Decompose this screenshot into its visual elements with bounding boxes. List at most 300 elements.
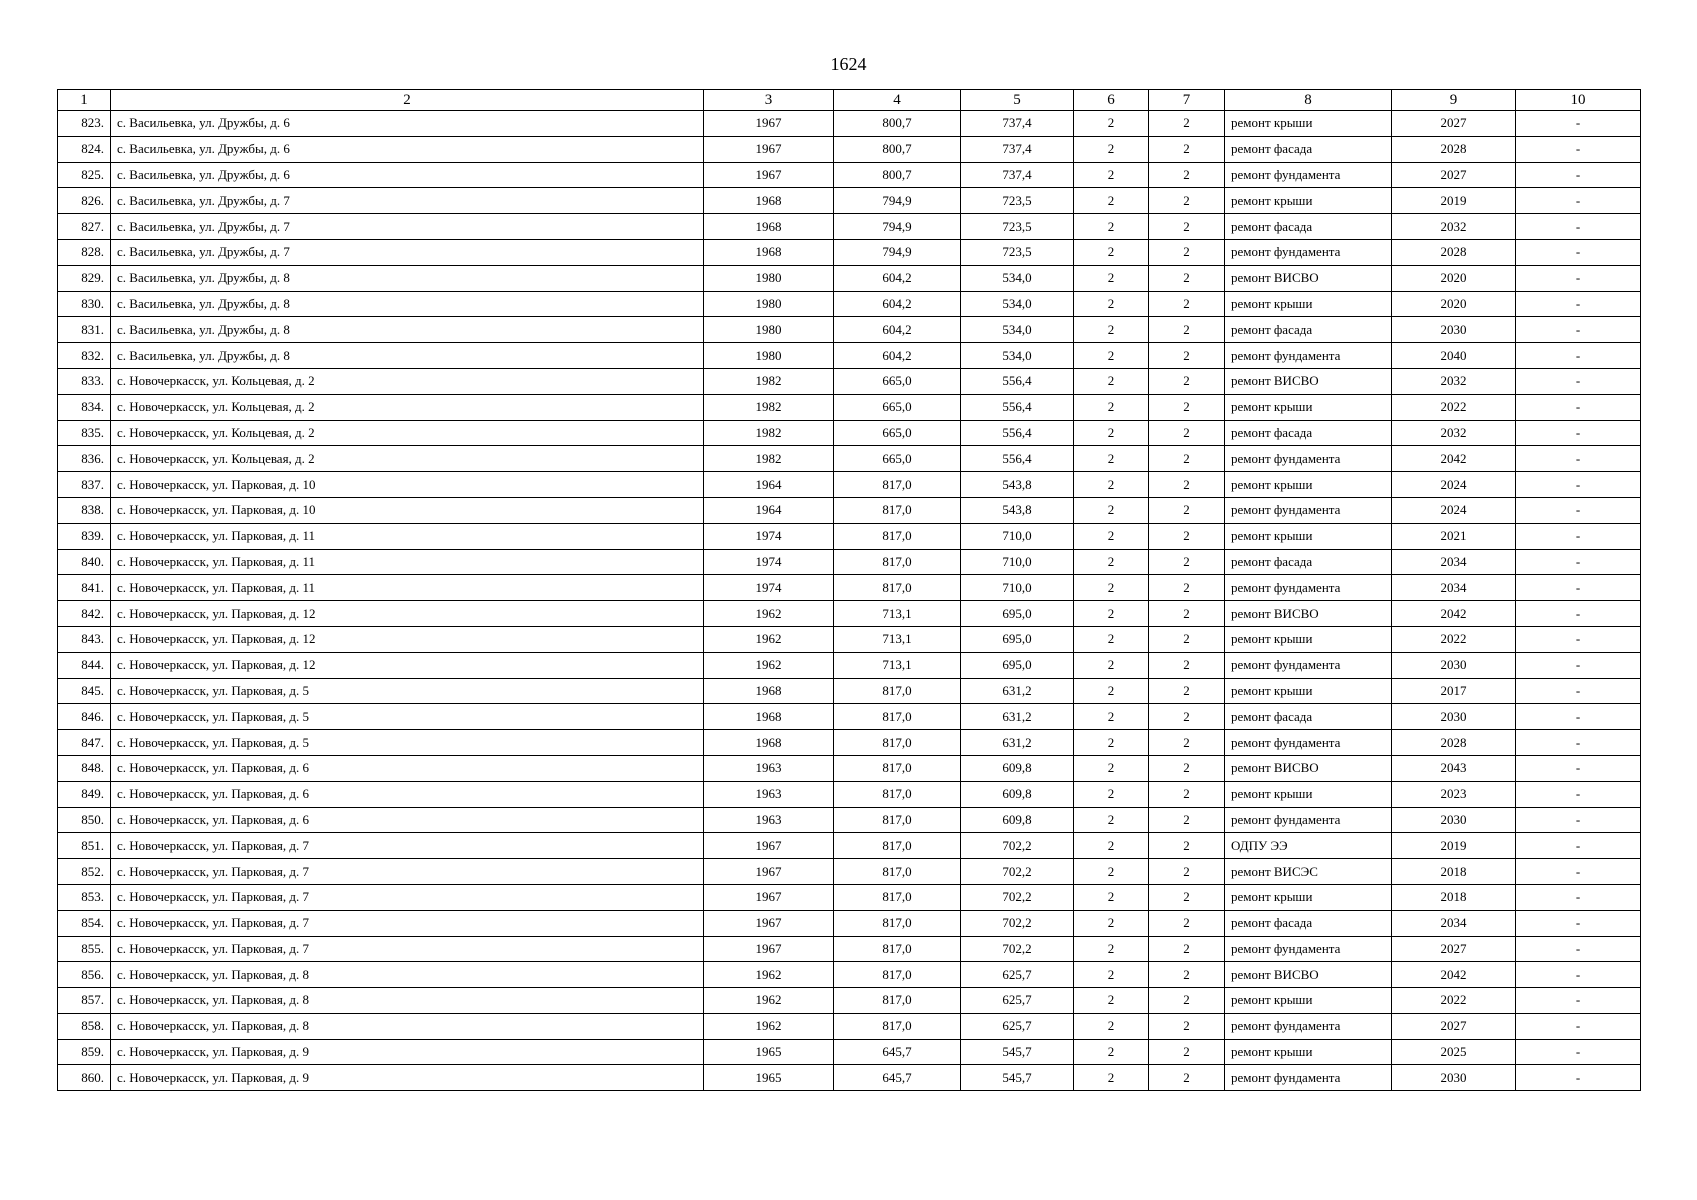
column-5-cell: 556,4 <box>961 394 1074 420</box>
year-cell: 1965 <box>704 1065 834 1091</box>
address-cell: с. Васильевка, ул. Дружбы, д. 8 <box>111 317 704 343</box>
column-4-cell: 800,7 <box>834 111 961 137</box>
column-10-cell: - <box>1516 111 1641 137</box>
row-number-cell: 851. <box>58 833 111 859</box>
column-10-cell: - <box>1516 265 1641 291</box>
column-10-cell: - <box>1516 652 1641 678</box>
column-6-cell: 2 <box>1074 626 1149 652</box>
column-5-cell: 625,7 <box>961 962 1074 988</box>
year-cell: 1982 <box>704 368 834 394</box>
column-7-cell: 2 <box>1149 807 1225 833</box>
work-type-cell: ремонт фундамента <box>1225 162 1392 188</box>
column-6-cell: 2 <box>1074 1013 1149 1039</box>
column-5-cell: 710,0 <box>961 549 1074 575</box>
year-cell: 1980 <box>704 343 834 369</box>
planned-year-cell: 2025 <box>1392 1039 1516 1065</box>
column-7-cell: 2 <box>1149 730 1225 756</box>
planned-year-cell: 2018 <box>1392 859 1516 885</box>
year-cell: 1967 <box>704 833 834 859</box>
column-7-cell: 2 <box>1149 239 1225 265</box>
column-6-cell: 2 <box>1074 420 1149 446</box>
work-type-cell: ремонт фасада <box>1225 910 1392 936</box>
column-4-cell: 817,0 <box>834 678 961 704</box>
address-cell: с. Новочеркасск, ул. Парковая, д. 11 <box>111 523 704 549</box>
work-type-cell: ремонт крыши <box>1225 781 1392 807</box>
column-6-cell: 2 <box>1074 936 1149 962</box>
column-4-cell: 817,0 <box>834 936 961 962</box>
table-row <box>58 472 1641 498</box>
planned-year-cell: 2028 <box>1392 136 1516 162</box>
address-cell: с. Новочеркасск, ул. Парковая, д. 7 <box>111 936 704 962</box>
column-4-cell: 665,0 <box>834 420 961 446</box>
column-5-cell: 710,0 <box>961 523 1074 549</box>
row-number-cell: 837. <box>58 472 111 498</box>
year-cell: 1980 <box>704 317 834 343</box>
table-row <box>58 730 1641 756</box>
column-6-cell: 2 <box>1074 601 1149 627</box>
address-cell: с. Васильевка, ул. Дружбы, д. 8 <box>111 343 704 369</box>
table-row <box>58 1039 1641 1065</box>
work-type-cell: ремонт крыши <box>1225 988 1392 1014</box>
row-number-cell: 832. <box>58 343 111 369</box>
work-type-cell: ремонт фундамента <box>1225 343 1392 369</box>
column-7-cell: 2 <box>1149 111 1225 137</box>
column-6-cell: 2 <box>1074 497 1149 523</box>
column-4-cell: 604,2 <box>834 291 961 317</box>
column-6-cell: 2 <box>1074 988 1149 1014</box>
work-type-cell: ремонт фундамента <box>1225 446 1392 472</box>
column-10-cell: - <box>1516 188 1641 214</box>
planned-year-cell: 2030 <box>1392 1065 1516 1091</box>
page-number: 1624 <box>830 54 867 74</box>
column-10-cell: - <box>1516 781 1641 807</box>
table-row <box>58 936 1641 962</box>
planned-year-cell: 2030 <box>1392 652 1516 678</box>
column-6-cell: 2 <box>1074 859 1149 885</box>
column-4-cell: 800,7 <box>834 136 961 162</box>
column-5-cell: 534,0 <box>961 317 1074 343</box>
row-number-cell: 841. <box>58 575 111 601</box>
year-cell: 1962 <box>704 601 834 627</box>
planned-year-cell: 2020 <box>1392 291 1516 317</box>
address-cell: с. Васильевка, ул. Дружбы, д. 7 <box>111 188 704 214</box>
column-10-cell: - <box>1516 136 1641 162</box>
planned-year-cell: 2040 <box>1392 343 1516 369</box>
row-number-cell: 830. <box>58 291 111 317</box>
work-type-cell: ремонт фасада <box>1225 549 1392 575</box>
table-row <box>58 343 1641 369</box>
address-cell: с. Новочеркасск, ул. Кольцевая, д. 2 <box>111 368 704 394</box>
column-7-cell: 2 <box>1149 343 1225 369</box>
work-type-cell: ремонт фасада <box>1225 136 1392 162</box>
column-4-cell: 604,2 <box>834 265 961 291</box>
row-number-cell: 842. <box>58 601 111 627</box>
column-4-cell: 817,0 <box>834 988 961 1014</box>
column-10-cell: - <box>1516 1039 1641 1065</box>
table-row <box>58 523 1641 549</box>
work-type-cell: ремонт фундамента <box>1225 652 1392 678</box>
column-header: 3 <box>704 90 834 111</box>
column-10-cell: - <box>1516 549 1641 575</box>
address-cell: с. Новочеркасск, ул. Парковая, д. 6 <box>111 755 704 781</box>
work-type-cell: ремонт фасада <box>1225 214 1392 240</box>
column-7-cell: 2 <box>1149 188 1225 214</box>
planned-year-cell: 2021 <box>1392 523 1516 549</box>
year-cell: 1967 <box>704 936 834 962</box>
column-7-cell: 2 <box>1149 497 1225 523</box>
column-5-cell: 534,0 <box>961 265 1074 291</box>
year-cell: 1974 <box>704 523 834 549</box>
column-6-cell: 2 <box>1074 575 1149 601</box>
column-5-cell: 723,5 <box>961 214 1074 240</box>
column-4-cell: 800,7 <box>834 162 961 188</box>
registry-table <box>57 89 1641 1091</box>
column-10-cell: - <box>1516 343 1641 369</box>
column-5-cell: 702,2 <box>961 910 1074 936</box>
table-row <box>58 781 1641 807</box>
year-cell: 1968 <box>704 704 834 730</box>
year-cell: 1964 <box>704 472 834 498</box>
planned-year-cell: 2042 <box>1392 446 1516 472</box>
column-10-cell: - <box>1516 962 1641 988</box>
column-header: 1 <box>58 90 111 111</box>
year-cell: 1974 <box>704 575 834 601</box>
column-7-cell: 2 <box>1149 394 1225 420</box>
year-cell: 1980 <box>704 291 834 317</box>
year-cell: 1967 <box>704 884 834 910</box>
work-type-cell: ремонт крыши <box>1225 291 1392 317</box>
column-6-cell: 2 <box>1074 162 1149 188</box>
table-row <box>58 420 1641 446</box>
column-5-cell: 545,7 <box>961 1065 1074 1091</box>
column-10-cell: - <box>1516 601 1641 627</box>
address-cell: с. Новочеркасск, ул. Парковая, д. 8 <box>111 988 704 1014</box>
row-number-cell: 859. <box>58 1039 111 1065</box>
year-cell: 1967 <box>704 859 834 885</box>
column-10-cell: - <box>1516 910 1641 936</box>
table-row <box>58 962 1641 988</box>
column-6-cell: 2 <box>1074 678 1149 704</box>
column-5-cell: 702,2 <box>961 936 1074 962</box>
column-10-cell: - <box>1516 420 1641 446</box>
planned-year-cell: 2022 <box>1392 988 1516 1014</box>
column-5-cell: 695,0 <box>961 626 1074 652</box>
column-7-cell: 2 <box>1149 368 1225 394</box>
address-cell: с. Новочеркасск, ул. Парковая, д. 9 <box>111 1065 704 1091</box>
column-5-cell: 723,5 <box>961 188 1074 214</box>
column-header: 2 <box>111 90 704 111</box>
column-5-cell: 609,8 <box>961 755 1074 781</box>
table-row <box>58 317 1641 343</box>
column-10-cell: - <box>1516 162 1641 188</box>
column-6-cell: 2 <box>1074 884 1149 910</box>
year-cell: 1963 <box>704 755 834 781</box>
column-6-cell: 2 <box>1074 730 1149 756</box>
work-type-cell: ремонт крыши <box>1225 188 1392 214</box>
work-type-cell: ремонт ВИСВО <box>1225 265 1392 291</box>
column-4-cell: 794,9 <box>834 239 961 265</box>
column-4-cell: 817,0 <box>834 472 961 498</box>
column-10-cell: - <box>1516 936 1641 962</box>
column-6-cell: 2 <box>1074 523 1149 549</box>
address-cell: с. Васильевка, ул. Дружбы, д. 8 <box>111 265 704 291</box>
row-number-cell: 860. <box>58 1065 111 1091</box>
column-10-cell: - <box>1516 859 1641 885</box>
table-row <box>58 910 1641 936</box>
row-number-cell: 850. <box>58 807 111 833</box>
address-cell: с. Новочеркасск, ул. Парковая, д. 12 <box>111 626 704 652</box>
column-7-cell: 2 <box>1149 884 1225 910</box>
column-7-cell: 2 <box>1149 1013 1225 1039</box>
address-cell: с. Новочеркасск, ул. Парковая, д. 5 <box>111 678 704 704</box>
column-7-cell: 2 <box>1149 910 1225 936</box>
work-type-cell: ремонт крыши <box>1225 472 1392 498</box>
planned-year-cell: 2024 <box>1392 472 1516 498</box>
work-type-cell: ремонт фундамента <box>1225 1065 1392 1091</box>
column-6-cell: 2 <box>1074 1065 1149 1091</box>
row-number-cell: 849. <box>58 781 111 807</box>
row-number-cell: 856. <box>58 962 111 988</box>
column-5-cell: 737,4 <box>961 111 1074 137</box>
year-cell: 1962 <box>704 1013 834 1039</box>
column-10-cell: - <box>1516 446 1641 472</box>
column-7-cell: 2 <box>1149 1039 1225 1065</box>
column-5-cell: 710,0 <box>961 575 1074 601</box>
address-cell: с. Новочеркасск, ул. Парковая, д. 6 <box>111 807 704 833</box>
column-4-cell: 817,0 <box>834 962 961 988</box>
address-cell: с. Новочеркасск, ул. Парковая, д. 11 <box>111 575 704 601</box>
column-4-cell: 817,0 <box>834 575 961 601</box>
year-cell: 1982 <box>704 420 834 446</box>
column-4-cell: 604,2 <box>834 317 961 343</box>
column-6-cell: 2 <box>1074 317 1149 343</box>
column-header: 6 <box>1074 90 1149 111</box>
column-header: 7 <box>1149 90 1225 111</box>
year-cell: 1974 <box>704 549 834 575</box>
work-type-cell: ремонт фундамента <box>1225 239 1392 265</box>
column-4-cell: 817,0 <box>834 884 961 910</box>
work-type-cell: ремонт крыши <box>1225 394 1392 420</box>
column-7-cell: 2 <box>1149 781 1225 807</box>
column-10-cell: - <box>1516 394 1641 420</box>
column-10-cell: - <box>1516 497 1641 523</box>
row-number-cell: 826. <box>58 188 111 214</box>
planned-year-cell: 2028 <box>1392 239 1516 265</box>
column-6-cell: 2 <box>1074 910 1149 936</box>
column-4-cell: 713,1 <box>834 652 961 678</box>
row-number-cell: 840. <box>58 549 111 575</box>
table-row <box>58 111 1641 137</box>
work-type-cell: ремонт фасада <box>1225 704 1392 730</box>
planned-year-cell: 2028 <box>1392 730 1516 756</box>
row-number-cell: 847. <box>58 730 111 756</box>
column-6-cell: 2 <box>1074 265 1149 291</box>
column-7-cell: 2 <box>1149 523 1225 549</box>
column-4-cell: 817,0 <box>834 833 961 859</box>
column-6-cell: 2 <box>1074 136 1149 162</box>
address-cell: с. Новочеркасск, ул. Парковая, д. 10 <box>111 497 704 523</box>
column-7-cell: 2 <box>1149 317 1225 343</box>
column-10-cell: - <box>1516 730 1641 756</box>
column-10-cell: - <box>1516 678 1641 704</box>
address-cell: с. Васильевка, ул. Дружбы, д. 6 <box>111 162 704 188</box>
planned-year-cell: 2017 <box>1392 678 1516 704</box>
table-row <box>58 214 1641 240</box>
year-cell: 1962 <box>704 626 834 652</box>
column-5-cell: 702,2 <box>961 833 1074 859</box>
table-row <box>58 291 1641 317</box>
column-5-cell: 695,0 <box>961 601 1074 627</box>
address-cell: с. Новочеркасск, ул. Парковая, д. 8 <box>111 962 704 988</box>
planned-year-cell: 2027 <box>1392 1013 1516 1039</box>
address-cell: с. Новочеркасск, ул. Парковая, д. 12 <box>111 652 704 678</box>
work-type-cell: ремонт крыши <box>1225 523 1392 549</box>
table-row <box>58 601 1641 627</box>
column-6-cell: 2 <box>1074 1039 1149 1065</box>
column-4-cell: 794,9 <box>834 214 961 240</box>
year-cell: 1968 <box>704 214 834 240</box>
year-cell: 1982 <box>704 446 834 472</box>
year-cell: 1968 <box>704 678 834 704</box>
row-number-cell: 828. <box>58 239 111 265</box>
table-row <box>58 859 1641 885</box>
column-4-cell: 817,0 <box>834 549 961 575</box>
column-6-cell: 2 <box>1074 214 1149 240</box>
column-4-cell: 817,0 <box>834 704 961 730</box>
header-row <box>58 90 1641 111</box>
column-4-cell: 817,0 <box>834 1013 961 1039</box>
column-7-cell: 2 <box>1149 755 1225 781</box>
column-5-cell: 556,4 <box>961 420 1074 446</box>
column-5-cell: 631,2 <box>961 730 1074 756</box>
row-number-cell: 824. <box>58 136 111 162</box>
column-5-cell: 702,2 <box>961 859 1074 885</box>
planned-year-cell: 2034 <box>1392 575 1516 601</box>
column-7-cell: 2 <box>1149 601 1225 627</box>
table-row <box>58 1013 1641 1039</box>
table-row <box>58 497 1641 523</box>
column-6-cell: 2 <box>1074 781 1149 807</box>
planned-year-cell: 2034 <box>1392 910 1516 936</box>
year-cell: 1962 <box>704 962 834 988</box>
table-row <box>58 807 1641 833</box>
year-cell: 1962 <box>704 652 834 678</box>
column-5-cell: 631,2 <box>961 704 1074 730</box>
row-number-cell: 858. <box>58 1013 111 1039</box>
column-4-cell: 817,0 <box>834 859 961 885</box>
planned-year-cell: 2030 <box>1392 807 1516 833</box>
column-5-cell: 737,4 <box>961 162 1074 188</box>
column-7-cell: 2 <box>1149 962 1225 988</box>
column-6-cell: 2 <box>1074 446 1149 472</box>
planned-year-cell: 2027 <box>1392 111 1516 137</box>
table-row <box>58 626 1641 652</box>
column-4-cell: 604,2 <box>834 343 961 369</box>
row-number-cell: 836. <box>58 446 111 472</box>
column-10-cell: - <box>1516 807 1641 833</box>
planned-year-cell: 2020 <box>1392 265 1516 291</box>
column-7-cell: 2 <box>1149 162 1225 188</box>
table-body <box>58 111 1641 1091</box>
column-10-cell: - <box>1516 291 1641 317</box>
table-row <box>58 188 1641 214</box>
column-7-cell: 2 <box>1149 472 1225 498</box>
planned-year-cell: 2042 <box>1392 601 1516 627</box>
column-header: 10 <box>1516 90 1641 111</box>
column-6-cell: 2 <box>1074 239 1149 265</box>
column-10-cell: - <box>1516 1013 1641 1039</box>
column-7-cell: 2 <box>1149 446 1225 472</box>
column-6-cell: 2 <box>1074 652 1149 678</box>
column-5-cell: 695,0 <box>961 652 1074 678</box>
work-type-cell: ремонт крыши <box>1225 678 1392 704</box>
column-6-cell: 2 <box>1074 343 1149 369</box>
table-row <box>58 136 1641 162</box>
row-number-cell: 838. <box>58 497 111 523</box>
work-type-cell: ремонт фасада <box>1225 420 1392 446</box>
row-number-cell: 854. <box>58 910 111 936</box>
column-6-cell: 2 <box>1074 807 1149 833</box>
table-row <box>58 368 1641 394</box>
address-cell: с. Васильевка, ул. Дружбы, д. 6 <box>111 136 704 162</box>
row-number-cell: 834. <box>58 394 111 420</box>
row-number-cell: 846. <box>58 704 111 730</box>
column-4-cell: 645,7 <box>834 1065 961 1091</box>
column-10-cell: - <box>1516 884 1641 910</box>
address-cell: с. Новочеркасск, ул. Парковая, д. 5 <box>111 704 704 730</box>
year-cell: 1967 <box>704 910 834 936</box>
year-cell: 1963 <box>704 807 834 833</box>
planned-year-cell: 2042 <box>1392 962 1516 988</box>
planned-year-cell: 2022 <box>1392 626 1516 652</box>
year-cell: 1968 <box>704 730 834 756</box>
table-row <box>58 833 1641 859</box>
work-type-cell: ОДПУ ЭЭ <box>1225 833 1392 859</box>
row-number-cell: 845. <box>58 678 111 704</box>
column-4-cell: 665,0 <box>834 446 961 472</box>
planned-year-cell: 2024 <box>1392 497 1516 523</box>
column-5-cell: 609,8 <box>961 781 1074 807</box>
work-type-cell: ремонт фасада <box>1225 317 1392 343</box>
column-7-cell: 2 <box>1149 549 1225 575</box>
table-row <box>58 549 1641 575</box>
table-row <box>58 652 1641 678</box>
column-6-cell: 2 <box>1074 188 1149 214</box>
planned-year-cell: 2018 <box>1392 884 1516 910</box>
row-number-cell: 857. <box>58 988 111 1014</box>
planned-year-cell: 2032 <box>1392 214 1516 240</box>
address-cell: с. Новочеркасск, ул. Парковая, д. 5 <box>111 730 704 756</box>
row-number-cell: 839. <box>58 523 111 549</box>
address-cell: с. Новочеркасск, ул. Парковая, д. 12 <box>111 601 704 627</box>
column-10-cell: - <box>1516 239 1641 265</box>
address-cell: с. Новочеркасск, ул. Кольцевая, д. 2 <box>111 446 704 472</box>
work-type-cell: ремонт фундамента <box>1225 575 1392 601</box>
column-10-cell: - <box>1516 214 1641 240</box>
row-number-cell: 843. <box>58 626 111 652</box>
column-5-cell: 631,2 <box>961 678 1074 704</box>
column-4-cell: 665,0 <box>834 394 961 420</box>
work-type-cell: ремонт ВИСВО <box>1225 962 1392 988</box>
column-7-cell: 2 <box>1149 859 1225 885</box>
year-cell: 1967 <box>704 111 834 137</box>
address-cell: с. Новочеркасск, ул. Кольцевая, д. 2 <box>111 394 704 420</box>
planned-year-cell: 2023 <box>1392 781 1516 807</box>
column-5-cell: 702,2 <box>961 884 1074 910</box>
column-6-cell: 2 <box>1074 394 1149 420</box>
work-type-cell: ремонт фундамента <box>1225 936 1392 962</box>
year-cell: 1964 <box>704 497 834 523</box>
